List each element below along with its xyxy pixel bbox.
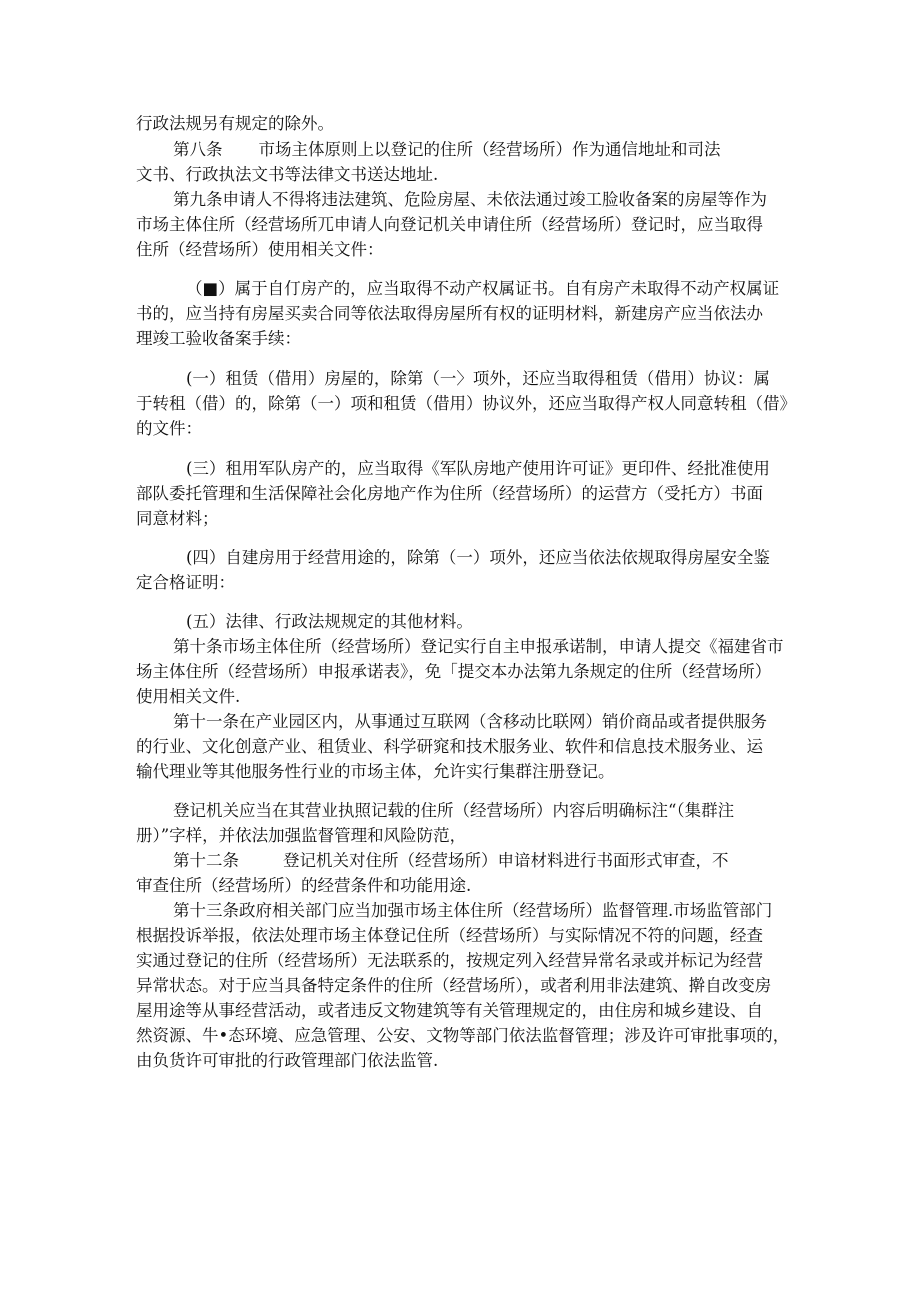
- text-line: 于转租（借）的，除第（一）项和租赁（借用）协议外，还应当取得产权人同意转租（借》: [136, 394, 796, 413]
- item-line: (五）法律、行政法规规定的其他材料。: [186, 612, 473, 631]
- article-8-heading: 第八条: [173, 140, 223, 159]
- item-line: (一）租赁（借用）房屋的，除第（一〉项外，还应当取得租赁（借用）协议：属: [186, 369, 770, 388]
- text-line: 输代理业等其他服务性行业的市场主体，允许实行集群注册登记。: [136, 762, 615, 781]
- text-segment: 登记机关对住所（经营场所）申谙材料进行书面形式审查，不: [283, 851, 729, 870]
- text-segment: 市场主体原则上以登记的住所（经营场所）作为通信地址和司法: [258, 140, 721, 159]
- article-12-line: [173, 849, 833, 873]
- text-line: 屋用途等从事经营活动，或者违反文物建筑等有关管理规定的，由住房和城乡建设、自: [136, 1001, 763, 1020]
- text-line: 然资源、牛•态环境、应急管理、公安、文物等部门依法监督管理；涉及许可审批事项的，: [136, 1026, 790, 1045]
- text-line: 场主体住所（经营场所）申报承诺表》，免「提交本办法第九条规定的住所（经营场所）: [136, 662, 772, 681]
- text-line: 理竣工验收备案手续：: [136, 329, 301, 348]
- article-11-line: 第十一条在产业园区内，从事通过互联网（含移动比联网）销价商品或者提供服务: [173, 712, 767, 731]
- text-line: 书的，应当持有房屋买卖合同等依法取得房屋所有权的证明材料，新建房产应当依法办: [136, 304, 763, 323]
- article-12-heading: 第十二条: [173, 851, 239, 870]
- text-line: 异常状态。对于应当具备特定条件的住所（经营场所），或者利用非法建筑、擀自改变房: [136, 976, 772, 995]
- text-line: 实通过登记的住所（经营场所）无法联系的，按规定列入经营异常名录或并标记为经营: [136, 951, 763, 970]
- article-13-line: 第十三条政府相关部门应当加强市场主体住所（经营场所）监督管理.市场监管部门: [173, 901, 773, 920]
- text-line: 由负货许可审批的行政管理部门依法监管.: [136, 1051, 439, 1070]
- text-line: 的行业、文化创意产业、租赁业、科学研窕和技术服务业、软件和信息技术服务业、运: [136, 737, 763, 756]
- text-line: 使用相关文件.: [136, 687, 241, 706]
- text-line: 部队委托管理和生活保障社会化房地产作为住所（经营场所）的运营方（受托方）书面: [136, 484, 763, 503]
- item-line: （■）属于自仃房产的，应当取得不动产权属证书。自有房产未取得不动产权属证: [186, 279, 780, 298]
- text-line: 行政法规另有规定的除外。: [136, 114, 334, 133]
- item-line: (三）租用军队房产的，应当取得《军队房地产使用许可证》更印件、经批准使用: [186, 459, 770, 478]
- text-line: 的文件：: [136, 419, 202, 438]
- text-line: 文书、行政执法文书等法律文书送达地址.: [136, 165, 439, 184]
- text-line: 同意材料；: [136, 509, 219, 528]
- text-line: 住所（经营场所）使用相关文件：: [136, 240, 384, 259]
- text-line: 市场主体住所（经营场所兀申请人向登记机关申请住所（经营场所）登记时，应当取得: [136, 215, 763, 234]
- text-line: 册）”字样，并依法加强监督管理和风险防范，: [136, 826, 467, 845]
- text-line: 根据投诉举报，依法处理市场主体登记住所（经营场所）与实际情况不符的问题，经查: [136, 926, 763, 945]
- text-line: 定合格证明：: [136, 573, 235, 592]
- article-8-line: [173, 138, 833, 162]
- text-line: 审查住所（经营场所）的经营条件和功能用途.: [136, 876, 472, 895]
- article-9-line: 第九条申请人不得将违法建筑、危险房屋、未依法通过竣工脸收备案的房屋等作为: [173, 190, 767, 209]
- article-10-line: 第十条市场主体住所（经营场所）登记实行自主申报承诺制，申请人提交《福建省市: [173, 637, 784, 656]
- paragraph-line: 登记机关应当在其营业执照记载的住所（经营场所）内容后明确标注“（集群注: [173, 801, 735, 820]
- item-line: (四）自建房用于经营用途的，除第（一）项外，还应当依法依规取得房屋安全鉴: [186, 548, 770, 567]
